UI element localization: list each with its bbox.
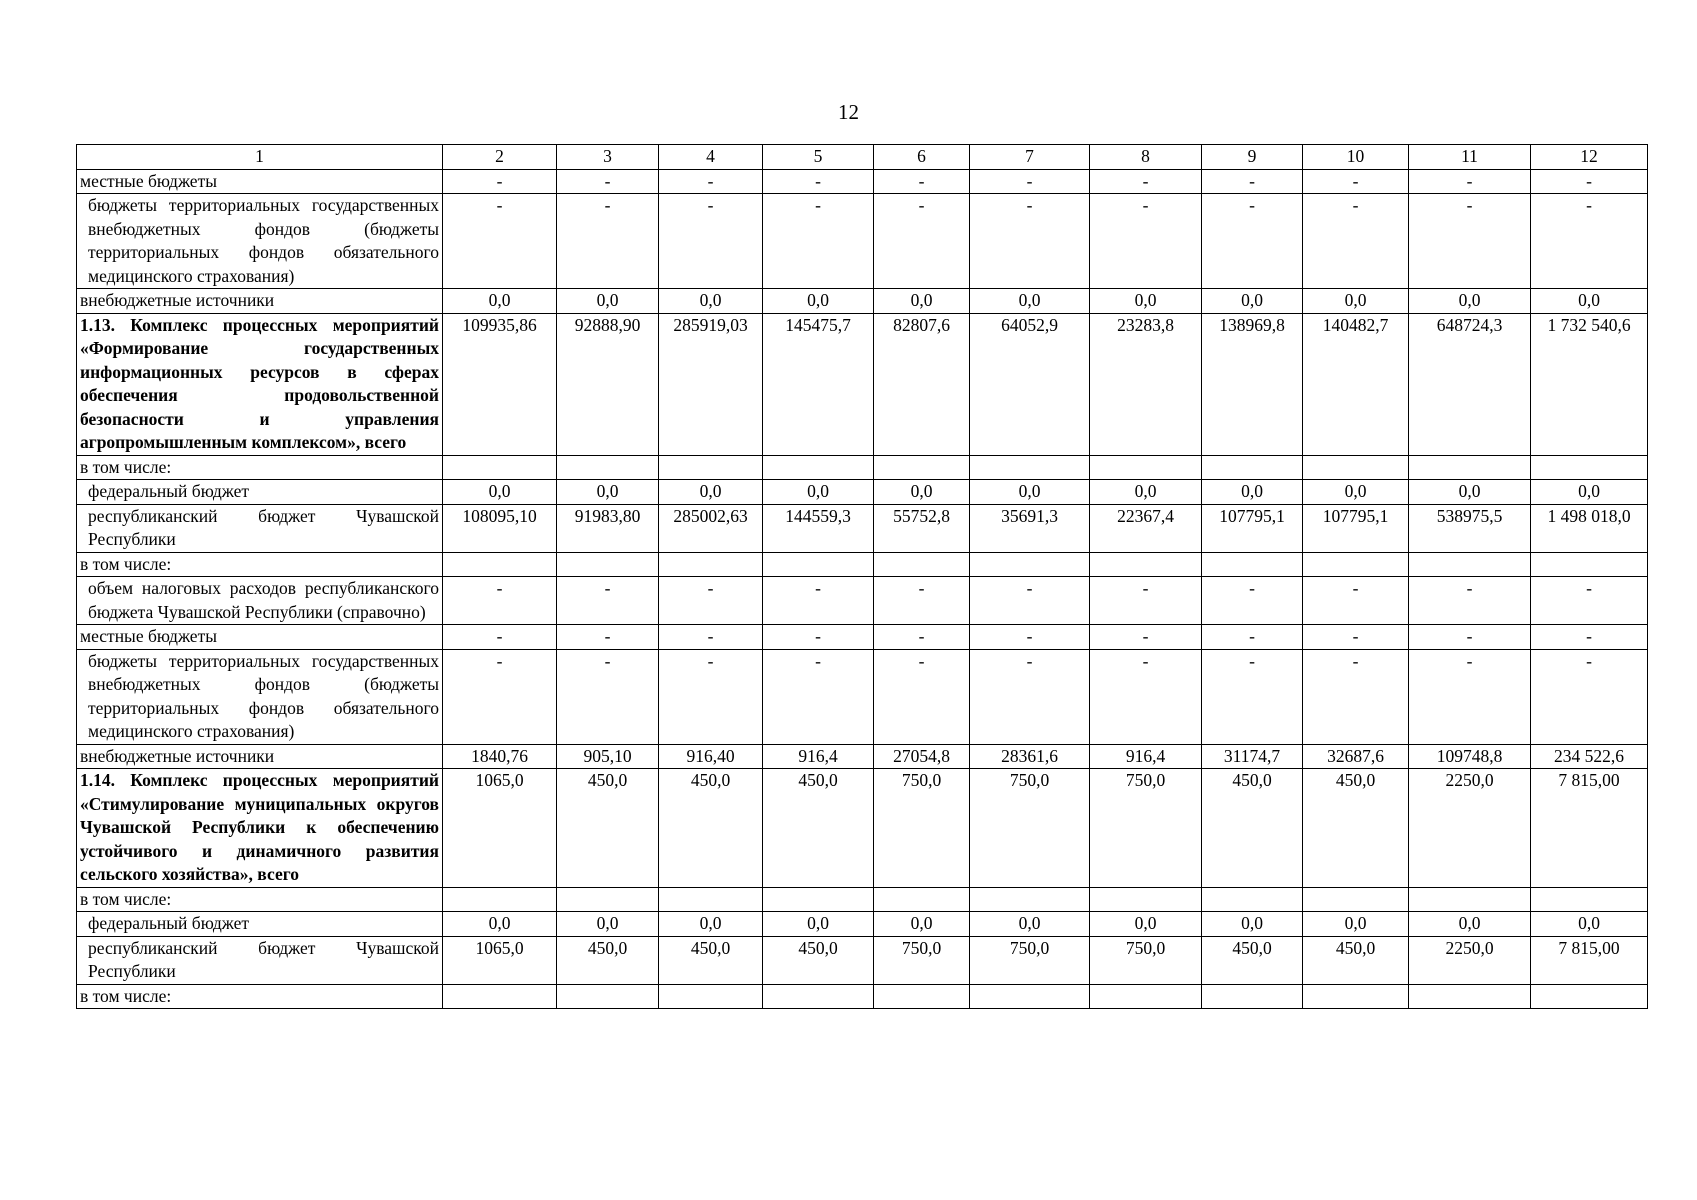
value-cell-col-9: - xyxy=(1202,649,1303,744)
value-cell-col-12 xyxy=(1531,455,1648,480)
column-header-8: 8 xyxy=(1090,145,1202,170)
row-label: местные бюджеты xyxy=(77,625,443,650)
value-cell-col-6: 0,0 xyxy=(874,912,970,937)
value-cell-col-12: - xyxy=(1531,649,1648,744)
value-cell-col-10: 0,0 xyxy=(1303,289,1409,314)
value-cell-col-3 xyxy=(557,887,659,912)
value-cell-col-3: 450,0 xyxy=(557,936,659,984)
row-label: в том числе: xyxy=(77,552,443,577)
value-cell-col-2: - xyxy=(443,169,557,194)
table-row xyxy=(77,577,1648,625)
value-cell-col-8 xyxy=(1090,887,1202,912)
value-cell-col-7 xyxy=(970,887,1090,912)
value-cell-col-4: 916,40 xyxy=(659,744,763,769)
value-cell-col-5: 450,0 xyxy=(763,769,874,888)
table-row xyxy=(77,769,1648,888)
value-cell-col-3: 91983,80 xyxy=(557,504,659,552)
row-label: республиканский бюджет Чувашской Республики xyxy=(77,504,443,552)
value-cell-col-6: 750,0 xyxy=(874,936,970,984)
value-cell-col-7 xyxy=(970,552,1090,577)
value-cell-col-7: 750,0 xyxy=(970,769,1090,888)
table-body xyxy=(77,169,1648,1009)
value-cell-col-5: - xyxy=(763,169,874,194)
row-label: бюджеты территориальных государственных внебюджетных фондов (бюджеты территориальных фондов обязательного медицинского страхования) xyxy=(77,649,443,744)
value-cell-col-8: - xyxy=(1090,169,1202,194)
value-cell-col-9 xyxy=(1202,455,1303,480)
value-cell-col-11: 109748,8 xyxy=(1409,744,1531,769)
value-cell-col-5 xyxy=(763,455,874,480)
value-cell-col-7: 0,0 xyxy=(970,480,1090,505)
header-row xyxy=(77,145,1648,170)
value-cell-col-4: - xyxy=(659,625,763,650)
value-cell-col-8: 23283,8 xyxy=(1090,313,1202,455)
table-row xyxy=(77,887,1648,912)
value-cell-col-4 xyxy=(659,455,763,480)
table-row xyxy=(77,744,1648,769)
value-cell-col-8: 750,0 xyxy=(1090,936,1202,984)
value-cell-col-5: - xyxy=(763,649,874,744)
value-cell-col-12: - xyxy=(1531,625,1648,650)
table-row xyxy=(77,480,1648,505)
value-cell-col-8: 916,4 xyxy=(1090,744,1202,769)
value-cell-col-10: - xyxy=(1303,194,1409,289)
value-cell-col-2: 109935,86 xyxy=(443,313,557,455)
value-cell-col-6: - xyxy=(874,625,970,650)
row-label: республиканский бюджет Чувашской Республики xyxy=(77,936,443,984)
row-label: в том числе: xyxy=(77,984,443,1009)
value-cell-col-12: 1 732 540,6 xyxy=(1531,313,1648,455)
value-cell-col-9: - xyxy=(1202,577,1303,625)
value-cell-col-5: 144559,3 xyxy=(763,504,874,552)
table-row xyxy=(77,169,1648,194)
value-cell-col-7: - xyxy=(970,577,1090,625)
value-cell-col-6: - xyxy=(874,194,970,289)
value-cell-col-12: 0,0 xyxy=(1531,912,1648,937)
table-header xyxy=(77,145,1648,170)
value-cell-col-5: 145475,7 xyxy=(763,313,874,455)
value-cell-col-9: - xyxy=(1202,169,1303,194)
row-label: местные бюджеты xyxy=(77,169,443,194)
row-label: внебюджетные источники xyxy=(77,744,443,769)
value-cell-col-9 xyxy=(1202,887,1303,912)
value-cell-col-4: 450,0 xyxy=(659,936,763,984)
value-cell-col-9: 107795,1 xyxy=(1202,504,1303,552)
value-cell-col-9: 450,0 xyxy=(1202,936,1303,984)
value-cell-col-12: 0,0 xyxy=(1531,289,1648,314)
value-cell-col-10 xyxy=(1303,887,1409,912)
value-cell-col-2 xyxy=(443,887,557,912)
value-cell-col-11: - xyxy=(1409,194,1531,289)
value-cell-col-6 xyxy=(874,552,970,577)
value-cell-col-4: - xyxy=(659,649,763,744)
value-cell-col-12: - xyxy=(1531,577,1648,625)
value-cell-col-3 xyxy=(557,552,659,577)
value-cell-col-3: - xyxy=(557,194,659,289)
value-cell-col-4: 450,0 xyxy=(659,769,763,888)
value-cell-col-11: 0,0 xyxy=(1409,289,1531,314)
value-cell-col-10: - xyxy=(1303,625,1409,650)
value-cell-col-7: - xyxy=(970,169,1090,194)
table-row xyxy=(77,313,1648,455)
value-cell-col-2: 1065,0 xyxy=(443,769,557,888)
value-cell-col-5 xyxy=(763,552,874,577)
column-header-7: 7 xyxy=(970,145,1090,170)
column-header-3: 3 xyxy=(557,145,659,170)
budget-table xyxy=(76,144,1648,1009)
value-cell-col-10: - xyxy=(1303,649,1409,744)
value-cell-col-12: 0,0 xyxy=(1531,480,1648,505)
value-cell-col-8: 0,0 xyxy=(1090,912,1202,937)
value-cell-col-10 xyxy=(1303,455,1409,480)
value-cell-col-10 xyxy=(1303,984,1409,1009)
value-cell-col-9 xyxy=(1202,984,1303,1009)
table-row xyxy=(77,289,1648,314)
value-cell-col-11 xyxy=(1409,887,1531,912)
value-cell-col-11: - xyxy=(1409,625,1531,650)
value-cell-col-7 xyxy=(970,455,1090,480)
value-cell-col-11: 648724,3 xyxy=(1409,313,1531,455)
value-cell-col-5 xyxy=(763,984,874,1009)
value-cell-col-4: 285002,63 xyxy=(659,504,763,552)
value-cell-col-5: - xyxy=(763,194,874,289)
row-label: федеральный бюджет xyxy=(77,912,443,937)
value-cell-col-12 xyxy=(1531,887,1648,912)
value-cell-col-2: 0,0 xyxy=(443,912,557,937)
value-cell-col-4: - xyxy=(659,194,763,289)
value-cell-col-2: 0,0 xyxy=(443,289,557,314)
value-cell-col-6: 55752,8 xyxy=(874,504,970,552)
value-cell-col-4: - xyxy=(659,169,763,194)
value-cell-col-7: 0,0 xyxy=(970,912,1090,937)
value-cell-col-7: - xyxy=(970,194,1090,289)
value-cell-col-7: 750,0 xyxy=(970,936,1090,984)
value-cell-col-2: - xyxy=(443,577,557,625)
row-label: внебюджетные источники xyxy=(77,289,443,314)
value-cell-col-2: - xyxy=(443,625,557,650)
value-cell-col-8: - xyxy=(1090,194,1202,289)
value-cell-col-9: 450,0 xyxy=(1202,769,1303,888)
value-cell-col-4 xyxy=(659,984,763,1009)
value-cell-col-2 xyxy=(443,455,557,480)
value-cell-col-5: - xyxy=(763,577,874,625)
value-cell-col-6: 27054,8 xyxy=(874,744,970,769)
column-header-10: 10 xyxy=(1303,145,1409,170)
value-cell-col-12: 7 815,00 xyxy=(1531,936,1648,984)
value-cell-col-10: - xyxy=(1303,577,1409,625)
value-cell-col-10: 0,0 xyxy=(1303,912,1409,937)
value-cell-col-6: - xyxy=(874,169,970,194)
value-cell-col-6: - xyxy=(874,649,970,744)
row-label: бюджеты территориальных государственных внебюджетных фондов (бюджеты территориальных фондов обязательного медицинского страхования) xyxy=(77,194,443,289)
column-header-11: 11 xyxy=(1409,145,1531,170)
row-label: в том числе: xyxy=(77,455,443,480)
value-cell-col-11: 0,0 xyxy=(1409,912,1531,937)
value-cell-col-11: - xyxy=(1409,169,1531,194)
table-row xyxy=(77,625,1648,650)
value-cell-col-10: 32687,6 xyxy=(1303,744,1409,769)
value-cell-col-10: 107795,1 xyxy=(1303,504,1409,552)
page-number: 12 xyxy=(838,100,859,124)
value-cell-col-5: 0,0 xyxy=(763,289,874,314)
value-cell-col-10: 140482,7 xyxy=(1303,313,1409,455)
value-cell-col-2 xyxy=(443,552,557,577)
value-cell-col-7: 35691,3 xyxy=(970,504,1090,552)
value-cell-col-6: 0,0 xyxy=(874,480,970,505)
table-row xyxy=(77,194,1648,289)
value-cell-col-11 xyxy=(1409,984,1531,1009)
value-cell-col-7: 64052,9 xyxy=(970,313,1090,455)
table-row xyxy=(77,984,1648,1009)
value-cell-col-12: - xyxy=(1531,194,1648,289)
value-cell-col-6: - xyxy=(874,577,970,625)
value-cell-col-7 xyxy=(970,984,1090,1009)
value-cell-col-12 xyxy=(1531,984,1648,1009)
value-cell-col-8 xyxy=(1090,984,1202,1009)
value-cell-col-2: - xyxy=(443,649,557,744)
value-cell-col-5 xyxy=(763,887,874,912)
value-cell-col-4: 0,0 xyxy=(659,289,763,314)
value-cell-col-5: 0,0 xyxy=(763,480,874,505)
value-cell-col-10: 450,0 xyxy=(1303,769,1409,888)
value-cell-col-8: 22367,4 xyxy=(1090,504,1202,552)
value-cell-col-3: 905,10 xyxy=(557,744,659,769)
column-header-12: 12 xyxy=(1531,145,1648,170)
value-cell-col-11: - xyxy=(1409,577,1531,625)
value-cell-col-8: 0,0 xyxy=(1090,289,1202,314)
value-cell-col-5: 0,0 xyxy=(763,912,874,937)
value-cell-col-12: - xyxy=(1531,169,1648,194)
table-row xyxy=(77,936,1648,984)
value-cell-col-9: 138969,8 xyxy=(1202,313,1303,455)
value-cell-col-10: - xyxy=(1303,169,1409,194)
value-cell-col-6 xyxy=(874,887,970,912)
row-label: 1.14. Комплекс процессных мероприятий «Стимулирование муниципальных округов Чувашской Республики к обеспечению устойчивого и динамичного развития сельского хозяйства», всего xyxy=(77,769,443,888)
row-label: объем налоговых расходов республиканского бюджета Чувашской Республики (справочно) xyxy=(77,577,443,625)
value-cell-col-2: 1065,0 xyxy=(443,936,557,984)
value-cell-col-10: 0,0 xyxy=(1303,480,1409,505)
value-cell-col-8: - xyxy=(1090,649,1202,744)
value-cell-col-9: 31174,7 xyxy=(1202,744,1303,769)
column-header-6: 6 xyxy=(874,145,970,170)
table-row xyxy=(77,649,1648,744)
column-header-4: 4 xyxy=(659,145,763,170)
value-cell-col-3: 0,0 xyxy=(557,289,659,314)
value-cell-col-8: 750,0 xyxy=(1090,769,1202,888)
value-cell-col-7: 0,0 xyxy=(970,289,1090,314)
value-cell-col-9: - xyxy=(1202,194,1303,289)
value-cell-col-6: 750,0 xyxy=(874,769,970,888)
value-cell-col-3: - xyxy=(557,577,659,625)
table-row xyxy=(77,552,1648,577)
value-cell-col-7: - xyxy=(970,625,1090,650)
value-cell-col-3 xyxy=(557,455,659,480)
value-cell-col-8: - xyxy=(1090,577,1202,625)
column-header-9: 9 xyxy=(1202,145,1303,170)
value-cell-col-2: - xyxy=(443,194,557,289)
value-cell-col-3 xyxy=(557,984,659,1009)
value-cell-col-3: - xyxy=(557,649,659,744)
column-header-5: 5 xyxy=(763,145,874,170)
value-cell-col-5: - xyxy=(763,625,874,650)
value-cell-col-9 xyxy=(1202,552,1303,577)
value-cell-col-2: 0,0 xyxy=(443,480,557,505)
value-cell-col-3: 450,0 xyxy=(557,769,659,888)
value-cell-col-8 xyxy=(1090,455,1202,480)
value-cell-col-11: 2250,0 xyxy=(1409,769,1531,888)
value-cell-col-4: 285919,03 xyxy=(659,313,763,455)
value-cell-col-11: 0,0 xyxy=(1409,480,1531,505)
value-cell-col-3: - xyxy=(557,625,659,650)
table-row xyxy=(77,455,1648,480)
table-row xyxy=(77,504,1648,552)
value-cell-col-6 xyxy=(874,984,970,1009)
column-header-1: 1 xyxy=(77,145,443,170)
value-cell-col-8 xyxy=(1090,552,1202,577)
value-cell-col-12 xyxy=(1531,552,1648,577)
column-header-2: 2 xyxy=(443,145,557,170)
value-cell-col-8: 0,0 xyxy=(1090,480,1202,505)
value-cell-col-10 xyxy=(1303,552,1409,577)
value-cell-col-12: 1 498 018,0 xyxy=(1531,504,1648,552)
value-cell-col-4: 0,0 xyxy=(659,480,763,505)
value-cell-col-12: 7 815,00 xyxy=(1531,769,1648,888)
value-cell-col-11: 538975,5 xyxy=(1409,504,1531,552)
value-cell-col-6: 82807,6 xyxy=(874,313,970,455)
value-cell-col-11 xyxy=(1409,552,1531,577)
row-label: федеральный бюджет xyxy=(77,480,443,505)
value-cell-col-4: 0,0 xyxy=(659,912,763,937)
value-cell-col-2: 108095,10 xyxy=(443,504,557,552)
value-cell-col-3: 0,0 xyxy=(557,480,659,505)
value-cell-col-9: 0,0 xyxy=(1202,289,1303,314)
value-cell-col-6: 0,0 xyxy=(874,289,970,314)
row-label: 1.13. Комплекс процессных мероприятий «Формирование государственных информационных ресурсов в сферах обеспечения продовольственной безопасности и управления агропромышленным комплексом», всего xyxy=(77,313,443,455)
value-cell-col-3: 0,0 xyxy=(557,912,659,937)
value-cell-col-5: 916,4 xyxy=(763,744,874,769)
value-cell-col-2 xyxy=(443,984,557,1009)
value-cell-col-11 xyxy=(1409,455,1531,480)
table-row xyxy=(77,912,1648,937)
value-cell-col-7: 28361,6 xyxy=(970,744,1090,769)
value-cell-col-11: 2250,0 xyxy=(1409,936,1531,984)
value-cell-col-8: - xyxy=(1090,625,1202,650)
value-cell-col-12: 234 522,6 xyxy=(1531,744,1648,769)
value-cell-col-2: 1840,76 xyxy=(443,744,557,769)
value-cell-col-5: 450,0 xyxy=(763,936,874,984)
value-cell-col-9: 0,0 xyxy=(1202,480,1303,505)
value-cell-col-7: - xyxy=(970,649,1090,744)
value-cell-col-3: - xyxy=(557,169,659,194)
row-label: в том числе: xyxy=(77,887,443,912)
value-cell-col-6 xyxy=(874,455,970,480)
value-cell-col-4 xyxy=(659,887,763,912)
value-cell-col-4: - xyxy=(659,577,763,625)
value-cell-col-10: 450,0 xyxy=(1303,936,1409,984)
value-cell-col-4 xyxy=(659,552,763,577)
value-cell-col-9: - xyxy=(1202,625,1303,650)
value-cell-col-3: 92888,90 xyxy=(557,313,659,455)
value-cell-col-11: - xyxy=(1409,649,1531,744)
value-cell-col-9: 0,0 xyxy=(1202,912,1303,937)
